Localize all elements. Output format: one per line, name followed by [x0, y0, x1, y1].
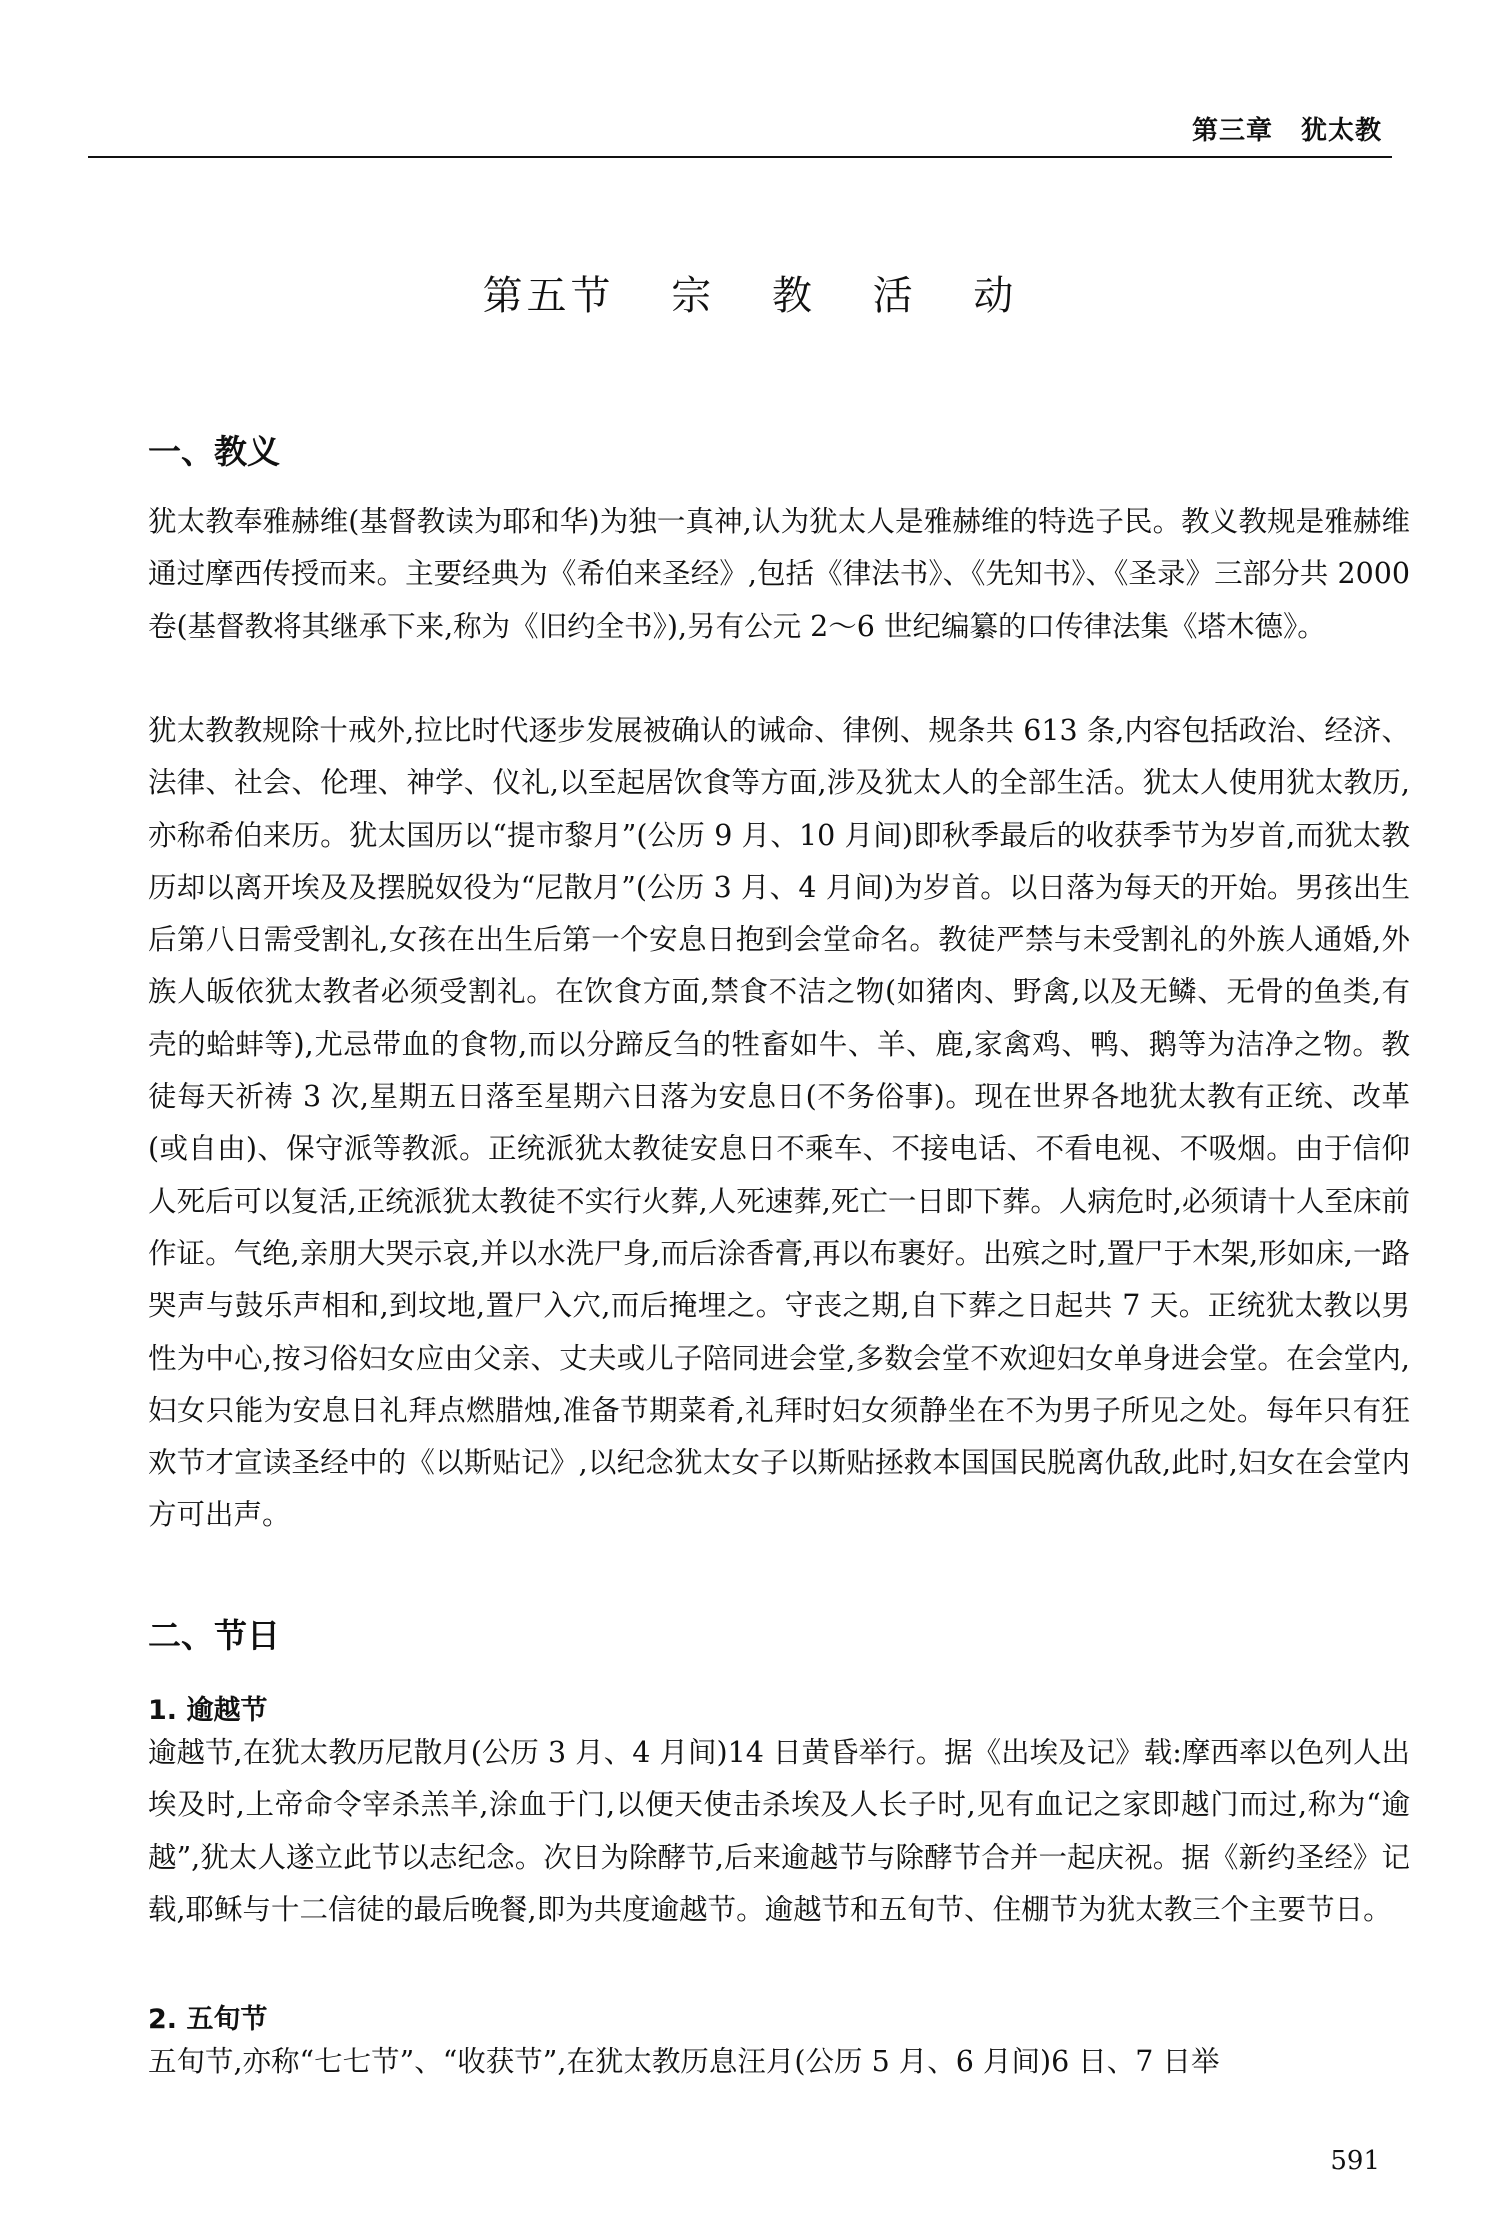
section-title: 第五节 宗 教 活 动 — [482, 273, 1018, 319]
page-number: 591 — [1330, 2146, 1380, 2176]
running-header: 第三章 犹太教 — [1191, 116, 1382, 146]
header-rule — [88, 156, 1392, 158]
heading-doctrine: 一、教义 — [148, 432, 280, 471]
subheading-passover: 1. 逾越节 — [148, 1695, 268, 1726]
paragraph-doctrine-2: 犹太教教规除十戒外,拉比时代逐步发展被确认的诫命、律例、规条共 613 条,内容包括政治、经济、法律、社会、伦理、神学、仪礼,以至起居饮食等方面,涉及犹太人的全部生活。犹太人使用犹太教历,亦称希伯来历。犹太国历以“提市黎月”(公历 9 月、10 月间)即秋季最后的收获季节为岁首,而犹太教历却以离开埃及及摆脱奴役为“尼散月”(公历 3 月、4 月间)为岁首。以日落为每天的开始。男孩出生后第八日需受割礼,女孩在出生后第一个安息日抱到会堂命名。教徒严禁与未受割礼的外族人通婚,外族人皈依犹太教者必须受割礼。在饮食方面,禁食不洁之物(如猪肉、野禽,以及无鳞、无骨的鱼类,有壳的蛤蚌等),尤忌带血的食物,而以分蹄反刍的牲畜如牛、羊、鹿,家禽鸡、鸭、鹅等为洁净之物。教徒每天祈祷 3 次,星期五日落至星期六日落为安息日(不务俗事)。现在世界各地犹太教有正统、改革(或自由)、保守派等教派。正统派犹太教徒安息日不乘车、不接电话、不看电视、不吸烟。由于信仰人死后可以复活,正统派犹太教徒不实行火葬,人死速葬,死亡一日即下葬。人病危时,必须请十人至床前作证。气绝,亲朋大哭示哀,并以水洗尸身,而后涂香膏,再以布裹好。出殡之时,置尸于木架,形如床,一路哭声与鼓乐声相和,到坟地,置尸入穴,而后掩埋之。守丧之期,自下葬之日起共 7 天。正统犹太教以男性为中心,按习俗妇女应由父亲、丈夫或儿子陪同进会堂,多数会堂不欢迎妇女单身进会堂。在会堂内,妇女只能为安息日礼拜点燃腊烛,准备节期菜肴,礼拜时妇女须静坐在不为男子所见之处。每年只有狂欢节才宣读圣经中的《以斯贴记》,以纪念犹太女子以斯贴拯救本国国民脱离仇敌,此时,妇女在会堂内方可出声。 — [148, 714, 1410, 1532]
paragraph-passover: 逾越节,在犹太教历尼散月(公历 3 月、4 月间)14 日黄昏举行。据《出埃及记》载:摩西率以色列人出埃及时,上帝命令宰杀羔羊,涂血于门,以便天使击杀埃及人长子时,见有血记之家即越门而过,称为“逾越”,犹太人遂立此节以志纪念。次日为除酵节,后来逾越节与除酵节合并一起庆祝。据《新约圣经》记载,耶稣与十二信徒的最后晚餐,即为共度逾越节。逾越节和五旬节、住棚节为犹太教三个主要节日。 — [148, 1736, 1410, 1926]
subheading-pentecost: 2. 五旬节 — [148, 2004, 268, 2035]
heading-festivals: 二、节日 — [148, 1616, 280, 1655]
paragraph-pentecost: 五旬节,亦称“七七节”、“收获节”,在犹太教历息汪月(公历 5 月、6 月间)6 日、7 日举 — [148, 2045, 1220, 2078]
paragraph-doctrine-1: 犹太教奉雅赫维(基督教读为耶和华)为独一真神,认为犹太人是雅赫维的特选子民。教义教规是雅赫维通过摩西传授而来。主要经典为《希伯来圣经》,包括《律法书》、《先知书》、《圣录》三部分共 2000 卷(基督教将其继承下来,称为《旧约全书》),另有公元 2～6 世纪编纂的口传律法集《塔木德》。 — [148, 505, 1410, 643]
